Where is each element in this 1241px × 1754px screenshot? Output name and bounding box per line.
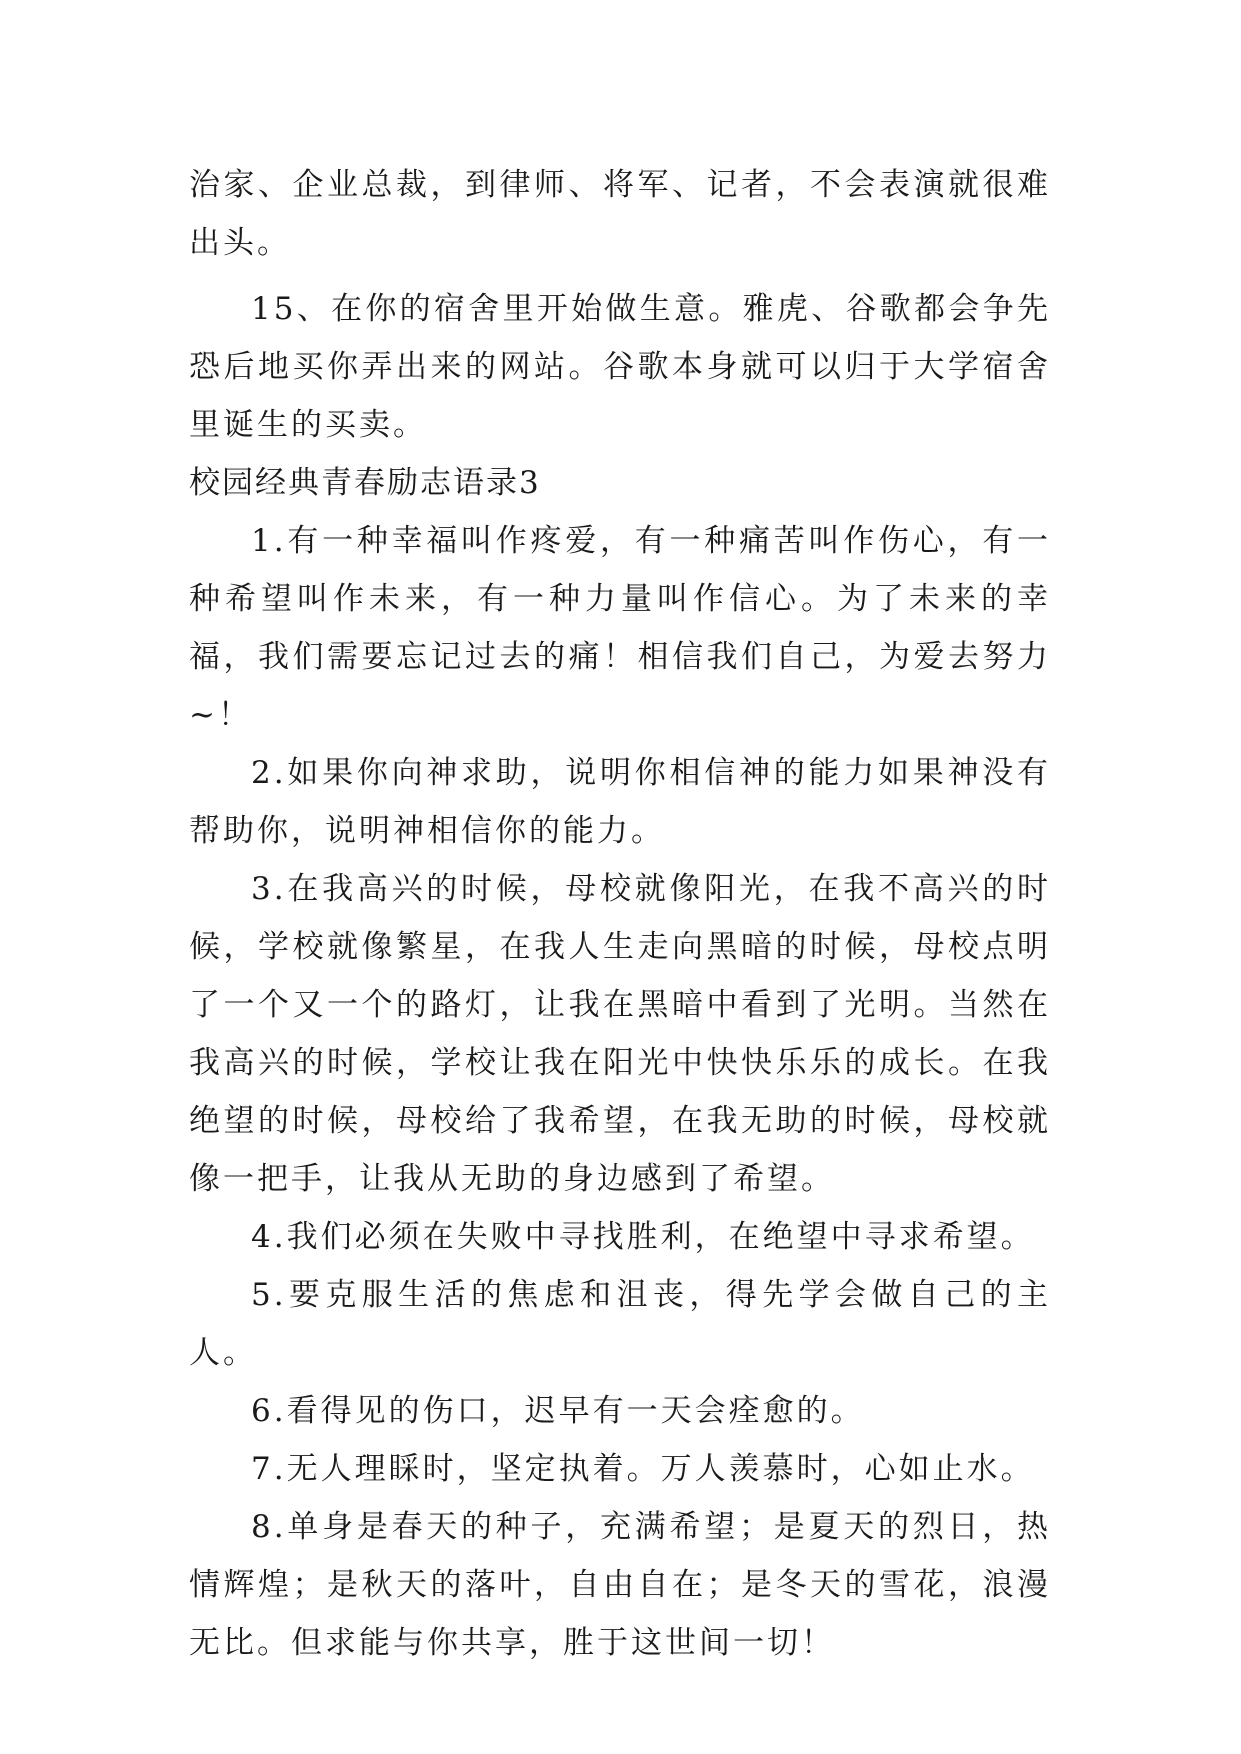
paragraph-continuation: 治家、企业总裁，到律师、将军、记者，不会表演就很难出头。 (189, 167, 1051, 261)
quote-item-2: 2.如果你向神求助，说明你相信神的能力如果神没有帮助你，说明神相信你的能力。 (189, 755, 1051, 849)
quote-item-5: 5.要克服生活的焦虑和沮丧，得先学会做自己的主人。 (189, 1277, 1051, 1371)
quote-item-1: 1.有一种幸福叫作疼爱，有一种痛苦叫作伤心，有一种希望叫作未来，有一种力量叫作信心。为了未来的幸福，我们需要忘记过去的痛！相信我们自己，为爱去努力~！ (189, 523, 1051, 733)
section-heading: 校园经典青春励志语录3 (189, 465, 541, 501)
paragraph-item-15: 15、在你的宿舍里开始做生意。雅虎、谷歌都会争先恐后地买你弄出来的网站。谷歌本身就可以归于大学宿舍里诞生的买卖。 (189, 291, 1051, 443)
quote-item-8: 8.单身是春天的种子，充满希望；是夏天的烈日，热情辉煌；是秋天的落叶，自由自在；是冬天的雪花，浪漫无比。但求能与你共享，胜于这世间一切！ (189, 1509, 1051, 1661)
paragraph-gap (189, 272, 1051, 280)
quote-item-6: 6.看得见的伤口，迟早有一天会痊愈的。 (251, 1393, 865, 1429)
quote-item-7: 7.无人理睬时，坚定执着。万人羡慕时，心如止水。 (251, 1451, 1035, 1487)
quote-item-4: 4.我们必须在失败中寻找胜利，在绝望中寻求希望。 (251, 1219, 1035, 1255)
quote-item-3: 3.在我高兴的时候，母校就像阳光，在我不高兴的时候，学校就像繁星，在我人生走向黑暗的时候，母校点明了一个又一个的路灯，让我在黑暗中看到了光明。当然在我高兴的时候，学校让我在阳光中快快乐乐的成长。在我绝望的时候，母校给了我希望，在我无助的时候，母校就像一把手，让我从无助的身边感到了希望。 (189, 871, 1051, 1197)
document-body (189, 156, 1051, 1672)
